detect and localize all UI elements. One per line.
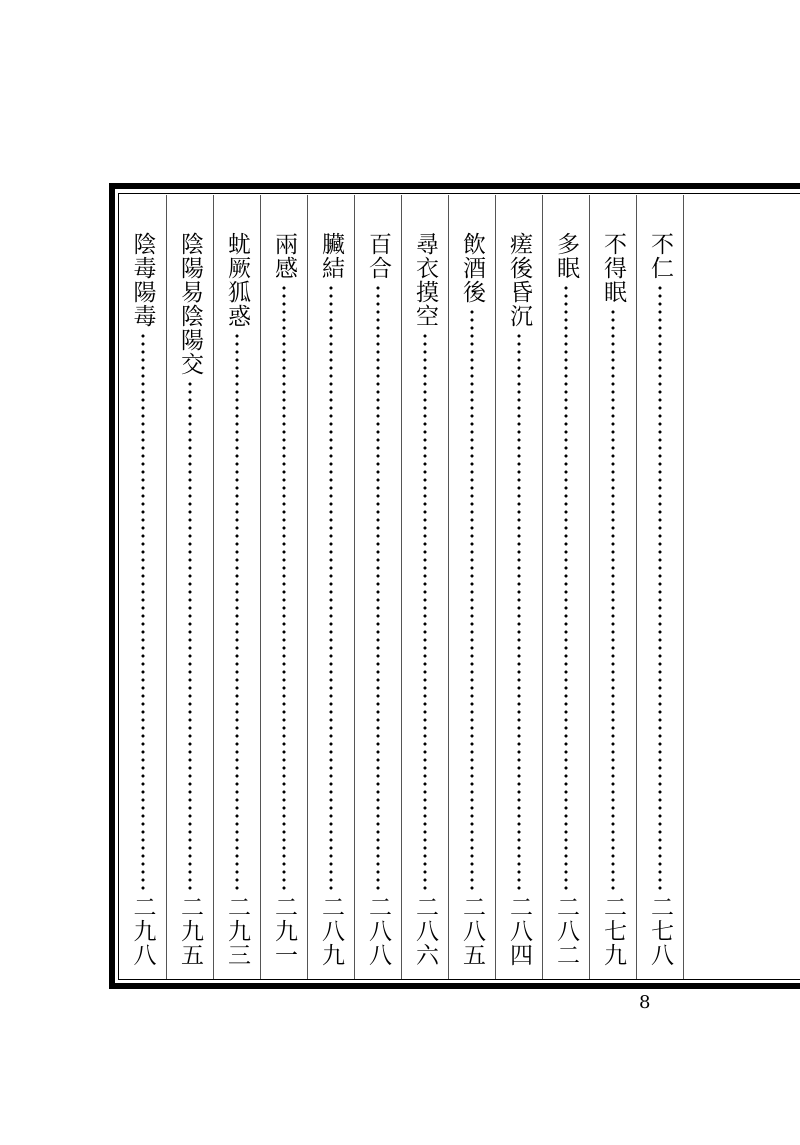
entry-page: 二九一	[271, 895, 297, 967]
toc-entry	[448, 195, 495, 979]
entry-page: 二八四	[506, 895, 532, 967]
dot-leader	[329, 284, 333, 891]
toc-entry	[636, 195, 683, 979]
dot-leader	[188, 380, 192, 891]
dot-leader	[376, 284, 380, 891]
toc-entry	[542, 195, 589, 979]
entry-page: 二八五	[459, 895, 485, 967]
entry-page: 二九五	[177, 895, 203, 967]
entry-page: 二八二	[553, 895, 579, 967]
page-number: 8	[639, 992, 651, 1013]
entry-page: 二九三	[224, 895, 250, 967]
toc-entry	[166, 195, 213, 979]
dot-leader	[517, 332, 521, 891]
dot-leader	[658, 284, 662, 891]
toc-entry	[354, 195, 401, 979]
toc-entry	[213, 195, 260, 979]
dot-leader	[141, 332, 145, 891]
dot-leader	[611, 308, 615, 891]
entry-page: 二八六	[412, 895, 438, 967]
entry-title: 不得眠	[600, 232, 626, 304]
entry-page: 二七九	[600, 895, 626, 967]
dot-leader	[564, 284, 568, 891]
dot-leader	[470, 308, 474, 891]
entry-page: 二七八	[647, 895, 673, 967]
entry-title: 瘥後昏沉	[506, 232, 532, 328]
toc-entry	[495, 195, 542, 979]
entry-title: 陰陽易陰陽交	[177, 232, 203, 376]
column-divider	[683, 195, 693, 979]
entry-title: 不仁	[647, 232, 673, 280]
entry-title: 陰毒陽毒	[129, 232, 156, 328]
entry-page: 二八八	[365, 895, 391, 967]
toc-entry	[589, 195, 636, 979]
dot-leader	[423, 332, 427, 891]
toc-entry	[401, 195, 448, 979]
entry-title: 臟結	[318, 232, 344, 280]
dot-leader	[282, 284, 286, 891]
entry-page: 二八九	[318, 895, 344, 967]
dot-leader	[235, 332, 239, 891]
entry-title: 飲酒後	[459, 232, 485, 304]
entry-title: 蚘厥狐惑	[224, 232, 250, 328]
entry-title: 尋衣摸空	[412, 232, 438, 328]
entry-title: 百合	[365, 232, 391, 280]
toc-entry	[307, 195, 354, 979]
toc-entry	[119, 195, 166, 979]
toc-entry	[260, 195, 307, 979]
entry-page: 二九八	[129, 895, 156, 967]
entry-title: 多眠	[553, 232, 579, 280]
entry-title: 兩感	[271, 232, 297, 280]
